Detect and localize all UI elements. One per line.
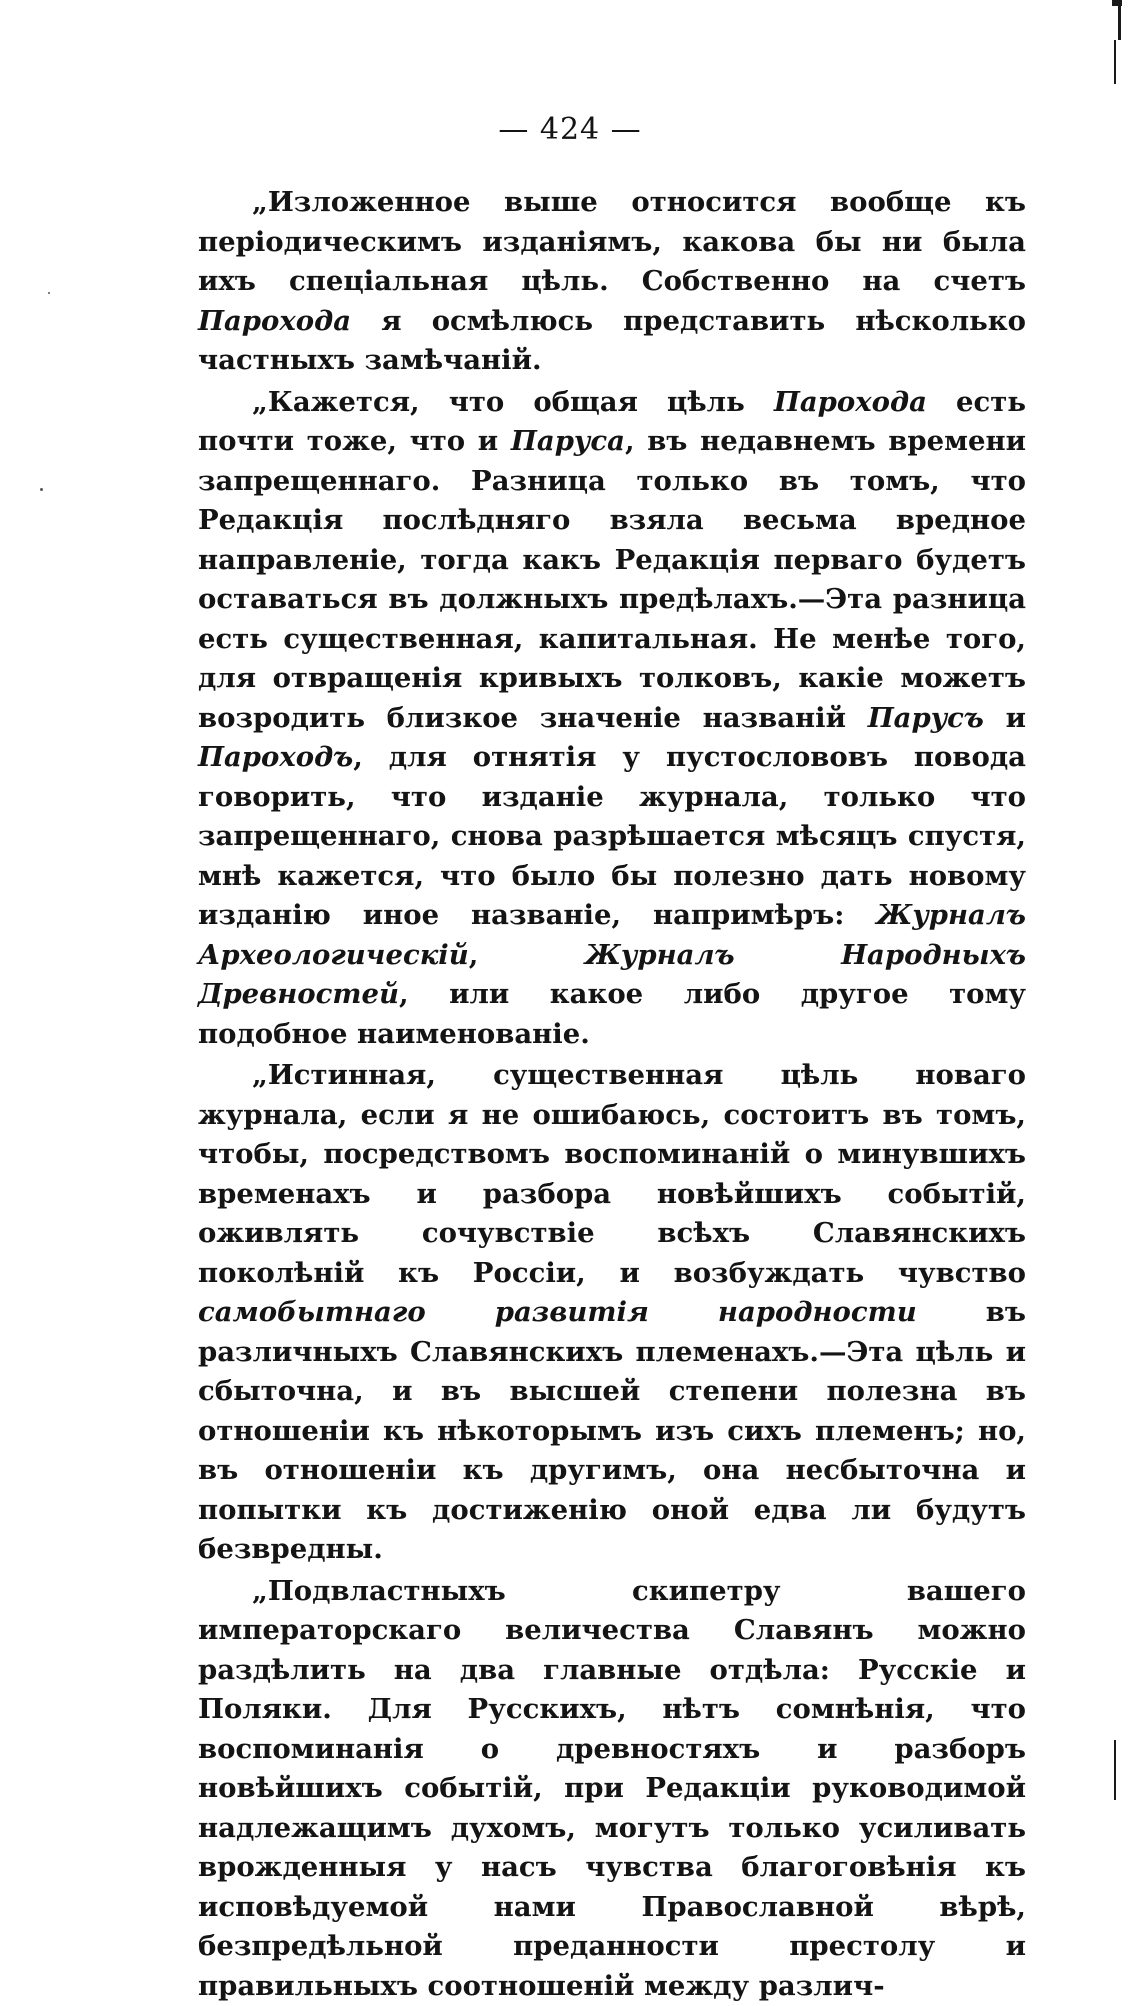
text-run: въ различныхъ Славянскихъ племенахъ.—Эта цѣль и сбыточна, и въ высшей степени полезна въ отношеніи къ нѣкоторымъ изъ сихъ племенъ; но, въ отношеніи къ другимъ, она несбыточна и попытки къ достиженію оной едва ли будутъ безвредны. <box>198 1296 1026 1565</box>
italic-title: Парохода <box>198 305 351 337</box>
scan-edge-line <box>1114 40 1116 84</box>
text-run: , <box>469 939 585 971</box>
paragraph <box>198 383 1026 1055</box>
italic-title: Журналъ Народныхъ Древностей <box>198 939 1026 1011</box>
text-run: „Изложенное выше относится вообще къ періодическимъ изданіямъ, какова бы ни была ихъ спеціальная цѣль. Собственно на счетъ <box>198 186 1026 297</box>
text-run: я осмѣлюсь представить нѣсколько частныхъ замѣчаній. <box>198 305 1026 377</box>
italic-title: Парохода <box>774 386 927 418</box>
page-number: — 424 — <box>0 112 1140 147</box>
text-run: „Кажется, что общая цѣль <box>252 386 774 418</box>
text-run: и <box>984 702 1026 734</box>
text-run: , или какое либо другое тому подобное наименованіе. <box>198 978 1026 1050</box>
text-run: „Подвластныхъ скипетру вашего императорскаго величества Славянъ можно раздѣлить на два главные отдѣла: Русскіе и Поляки. Для Русскихъ, нѣтъ сомнѣнія, что воспоминанія о древностяхъ и разборъ новѣйшихъ событій, при Редакціи руководимой надлежащимъ духомъ, могутъ только усиливать врожденныя у насъ чувства благоговѣнія къ исповѣдуемой нами Православной вѣрѣ, безпредѣльной преданности престолу и правильныхъ соотношеній между различ- <box>198 1575 1026 2002</box>
paragraph <box>198 1056 1026 1570</box>
body-text <box>198 183 1026 2006</box>
text-run: , для отнятія у пустослововъ повода говорить, что изданіе журнала, только что запрещеннаго, снова разрѣшается мѣсяцъ спустя, мнѣ кажется, что было бы полезно дать новому изданію иное названіе, напримѣръ: <box>198 741 1026 931</box>
text-run: есть почти тоже, что и <box>198 386 1026 458</box>
italic-title: Парусъ <box>868 702 984 734</box>
text-run: , въ недавнемъ времени запрещеннаго. Разница только въ томъ, что Редакція послѣдняго взяла весьма вредное направленіе, тогда какъ Редакція перваго будетъ оставаться въ должныхъ предѣлахъ.—Эта разница есть существенная, капитальная. Не менѣе того, для отвращенія кривыхъ толковъ, какіе можетъ возродить близкое значеніе названій <box>198 425 1026 734</box>
paragraph <box>198 1572 1026 2006</box>
scan-speck <box>48 292 50 294</box>
scan-edge-line <box>1114 1740 1116 1800</box>
text-run: „Истинная, существенная цѣль новаго журнала, если я не ошибаюсь, состоитъ въ томъ, чтобы, посредствомъ воспоминаній о минувшихъ временахъ и разбора новѣйшихъ событій, оживлять сочувствіе всѣхъ Славянскихъ поколѣній къ Россіи, и возбуждать чувство <box>198 1059 1026 1289</box>
italic-title: Паруса <box>511 425 625 457</box>
italic-title: самобытнаго развитія народности <box>198 1296 917 1328</box>
scan-edge-line <box>1118 0 1121 40</box>
paragraph <box>198 183 1026 381</box>
scan-speck <box>40 488 43 491</box>
italic-title: Журналъ Археологическій <box>198 899 1026 971</box>
italic-title: Пароходъ <box>198 741 353 773</box>
